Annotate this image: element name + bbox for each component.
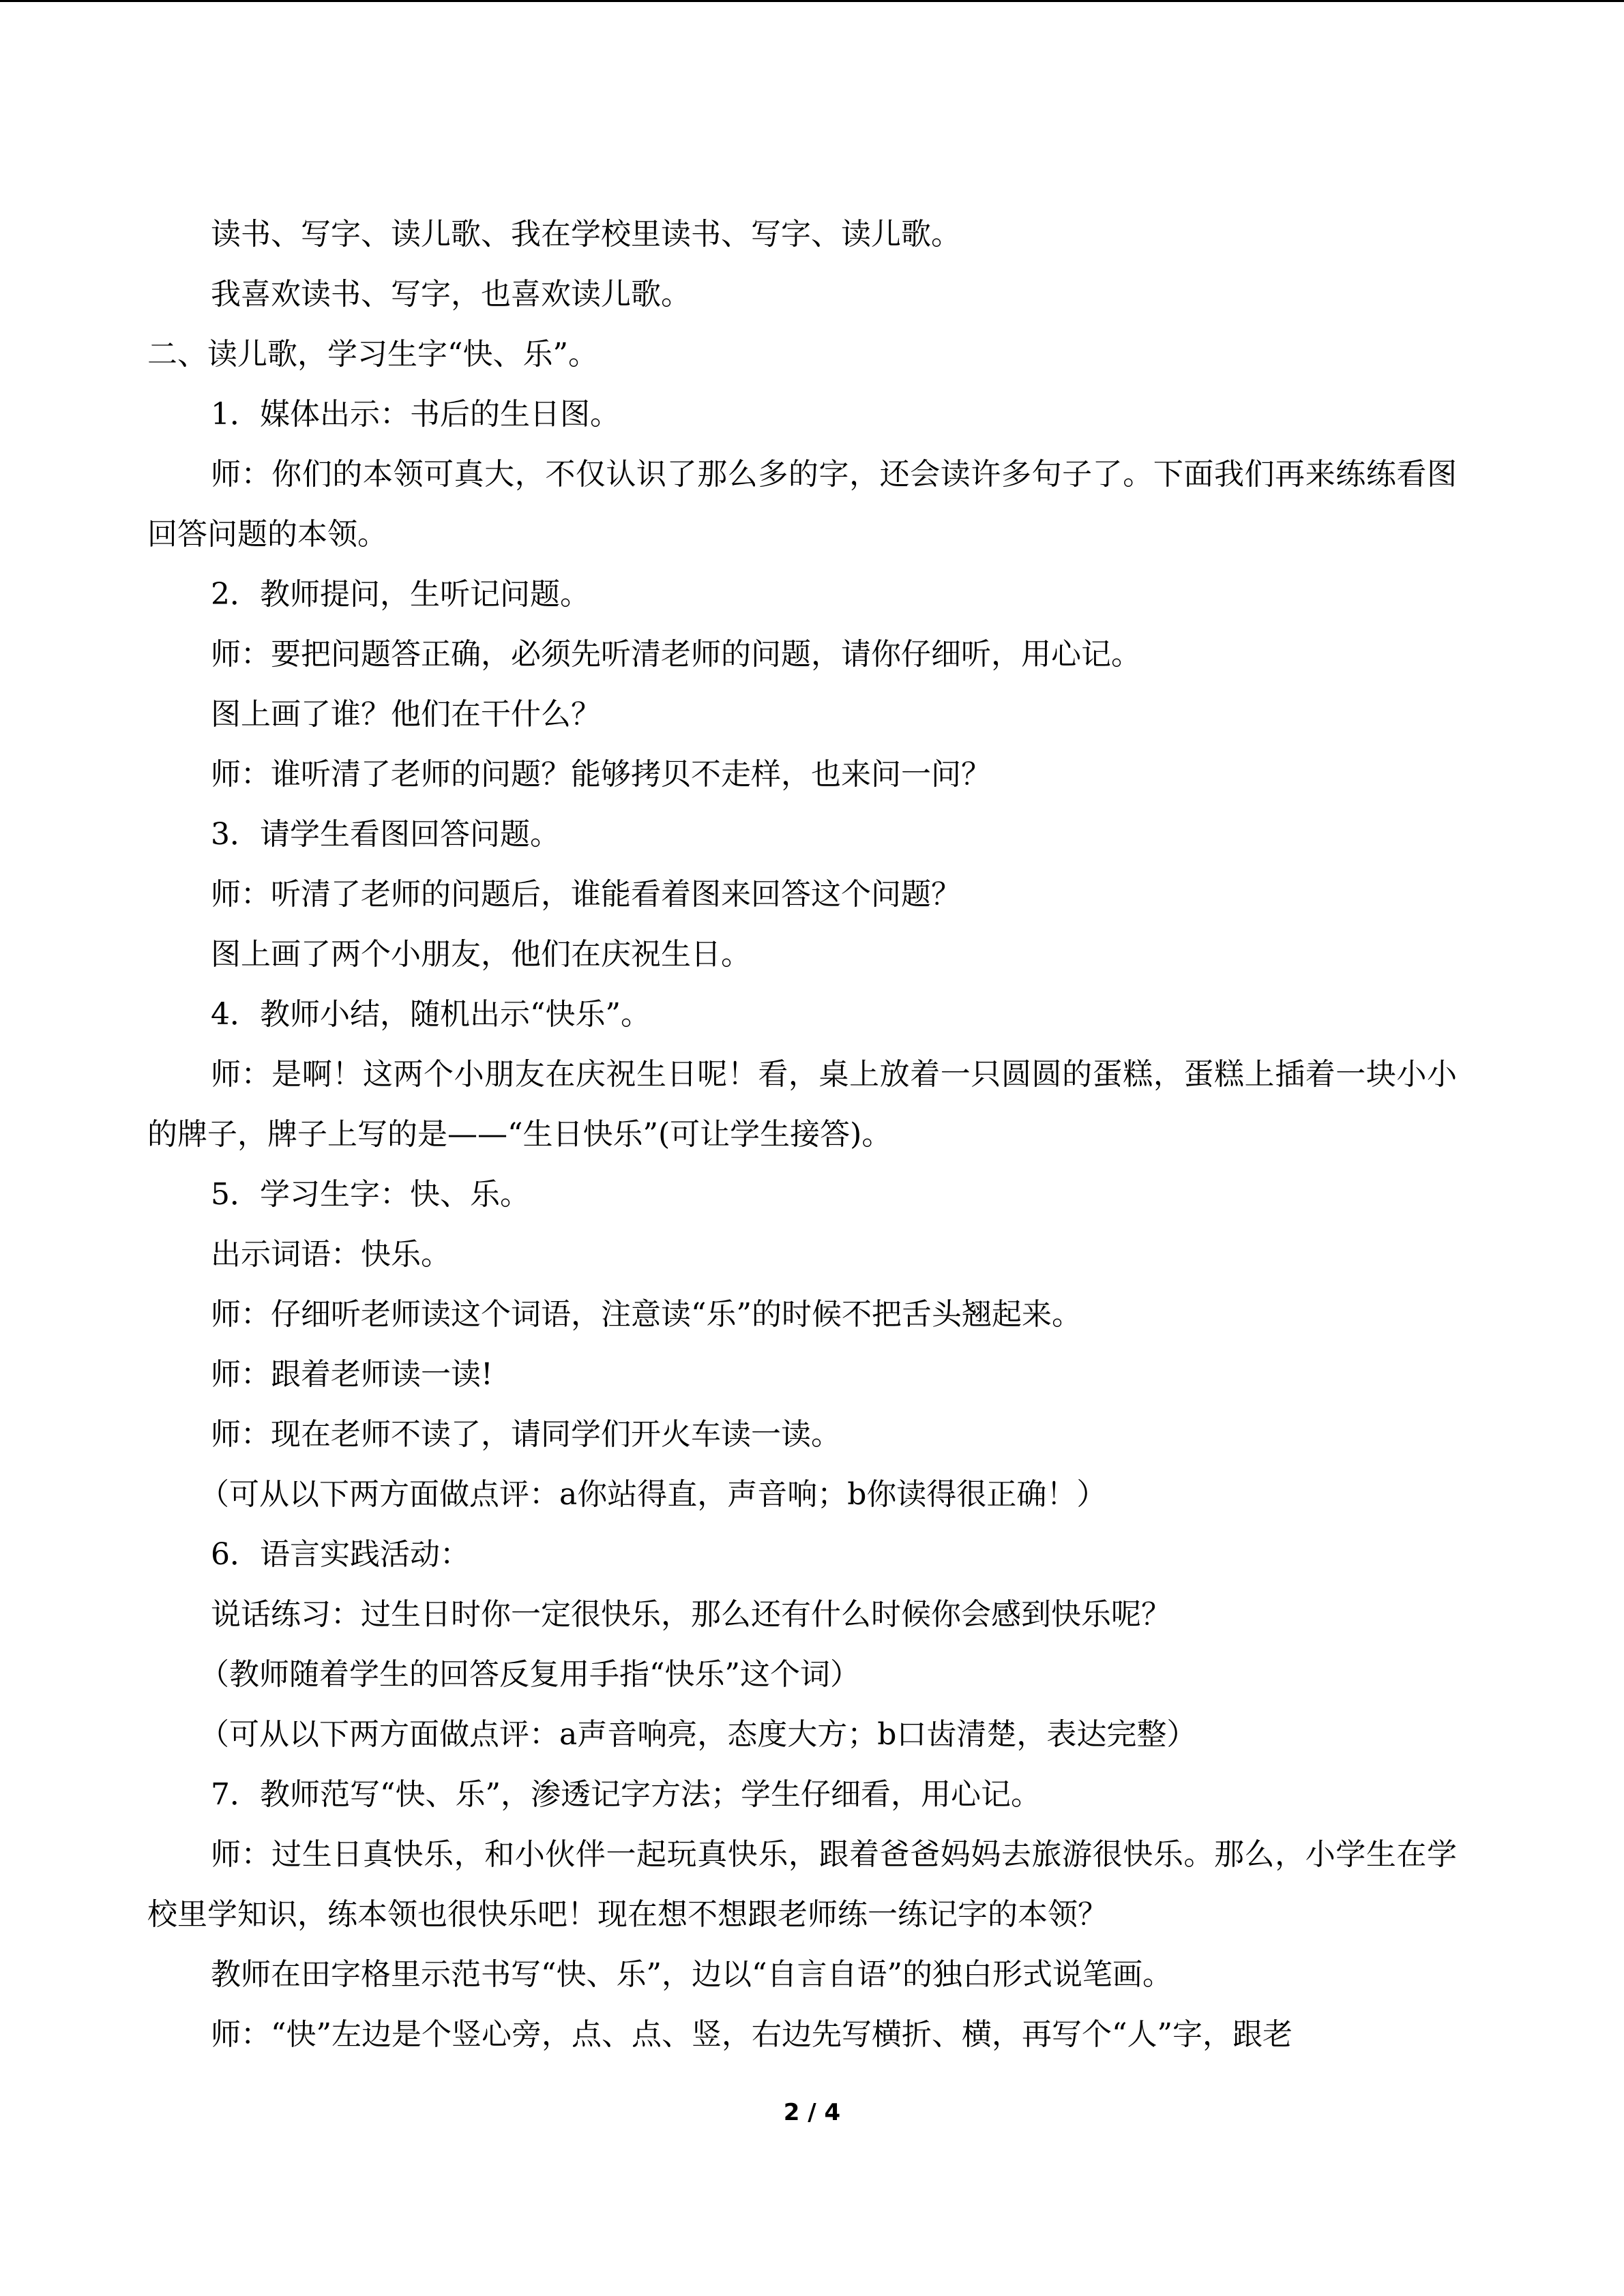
paragraph: （教师随着学生的回答反复用手指“快乐”这个词） [199,1657,860,1692]
paragraph: 师：跟着老师读一读! [211,1357,493,1392]
paragraph: 3．请学生看图回答问题。 [211,817,560,852]
paragraph: 师：过生日真快乐，和小伙伴一起玩真快乐，跟着爸爸妈妈去旅游很快乐。那么，小学生在学校里学知识，练本领也很快乐吧！现在想不想跟老师练一练记字的本领？ [147,1837,1457,1932]
paragraph: 二、读儿歌，学习生字“快、乐”。 [147,337,598,372]
paragraph: 师：现在老师不读了，请同学们开火车读一读。 [211,1417,841,1452]
paragraph: 师：要把问题答正确，必须先听清老师的问题，请你仔细听，用心记。 [211,637,1141,672]
paragraph: 教师在田字格里示范书写“快、乐”，边以“自言自语”的独白形式说笔画。 [211,1957,1172,1992]
paragraph: 图上画了谁？他们在干什么？ [211,697,601,732]
paragraph: 师：你们的本领可真大，不仅认识了那么多的字，还会读许多句子了。下面我们再来练练看图回答问题的本领。 [147,457,1457,552]
document-body [147,205,1457,2065]
paragraph: 出示词语：快乐。 [211,1237,451,1272]
page-top-border [0,0,1624,2]
paragraph: 图上画了两个小朋友，他们在庆祝生日。 [211,937,751,972]
paragraph: 我喜欢读书、写字，也喜欢读儿歌。 [211,277,691,312]
paragraph: 师：谁听清了老师的问题？能够拷贝不走样，也来问一问？ [211,757,991,792]
paragraph: 师：仔细听老师读这个词语，注意读“乐”的时候不把舌头翘起来。 [211,1297,1082,1332]
paragraph: 4．教师小结，随机出示“快乐”。 [211,997,651,1032]
paragraph: （可从以下两方面做点评：a你站得直，声音响；b你读得很正确！） [199,1477,1107,1512]
paragraph: 6．语言实践活动： [211,1537,470,1572]
paragraph: 5．学习生字：快、乐。 [211,1177,530,1212]
paragraph: （可从以下两方面做点评：a声音响亮，态度大方；b口齿清楚，表达完整） [199,1717,1197,1752]
paragraph: 师：“快”左边是个竖心旁，点、点、竖，右边先写横折、横，再写个“人”字，跟老 [211,2017,1293,2052]
paragraph: 7．教师范写“快、乐”，渗透记字方法；学生仔细看，用心记。 [211,1777,1041,1812]
paragraph: 2．教师提问，生听记问题。 [211,577,590,612]
paragraph: 1．媒体出示：书后的生日图。 [211,397,620,432]
page-number: 2 / 4 [783,2099,841,2126]
paragraph: 师：听清了老师的问题后，谁能看着图来回答这个问题？ [211,877,961,912]
paragraph: 读书、写字、读儿歌、我在学校里读书、写字、读儿歌。 [211,217,961,252]
paragraph: 师：是啊！这两个小朋友在庆祝生日呢！看，桌上放着一只圆圆的蛋糕，蛋糕上插着一块小小的牌子，牌子上写的是——“生日快乐”(可让学生接答)。 [147,1057,1457,1152]
paragraph: 说话练习：过生日时你一定很快乐，那么还有什么时候你会感到快乐呢？ [211,1597,1171,1632]
